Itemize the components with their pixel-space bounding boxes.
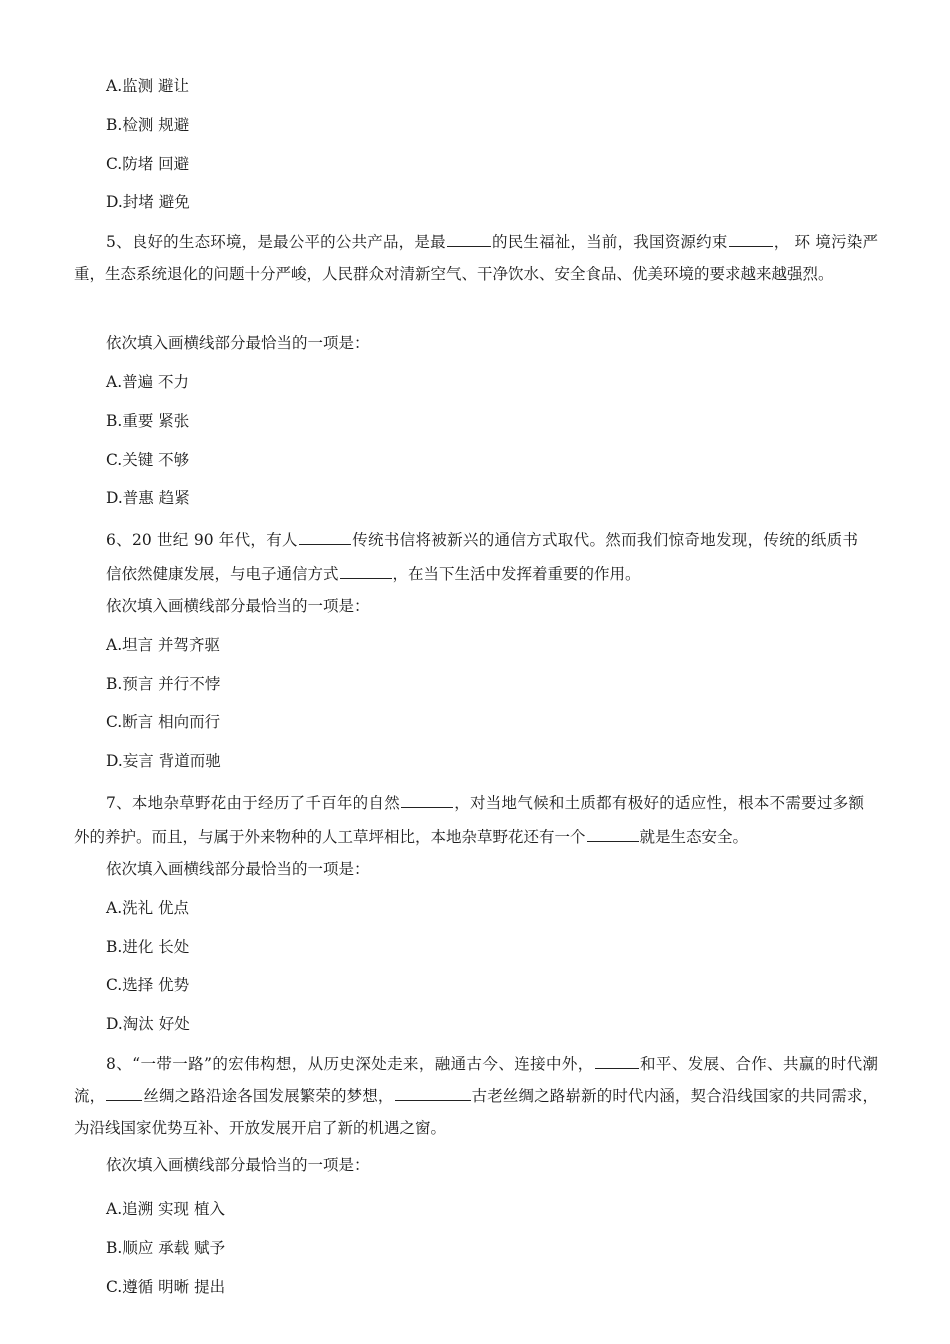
fill-blank (587, 826, 639, 842)
fill-blank (299, 529, 351, 545)
q6-option-d: D.妄言 背道而驰 (106, 752, 221, 770)
q6-stem: 6、20 世纪 90 年代，有人 传统书信将被新兴的通信方式取代。然而我们惊奇地发现，传统的纸质书信依然健康发展，与电子通信方式 ，在当下生活中发挥着重要的作用。 (106, 531, 858, 583)
q5-prompt: 依次填入画横线部分最恰当的一项是： (106, 334, 370, 352)
q4-option-d: D.封堵 避免 (106, 193, 190, 211)
fill-blank (447, 231, 491, 247)
q5-stem: 5、良好的生态环境，是最公平的公共产品，是最 的民生福祉，当前，我国资源约束 ， 环 境污染严重，生态系统退化的问题十分严峻，人民群众对清新空气、干净饮水、安全食品、优美环境的要求越来越强烈。 (74, 233, 878, 283)
q4-option-b: B.检测 规避 (106, 116, 190, 134)
q8-option-b: B.顺应 承载 赋予 (106, 1239, 226, 1257)
q7-option-a: A.洗礼 优点 (106, 899, 190, 917)
q7-stem: 7、本地杂草野花由于经历了千百年的自然 ，对当地气候和土质都有极好的适应性，根本不需要过多额外的养护。而且，与属于外来物种的人工草坪相比，本地杂草野花还有一个 就是生态安全。 (74, 794, 864, 846)
q6-option-a: A.坦言 并驾齐驱 (106, 636, 221, 654)
q7-option-b: B.进化 长处 (106, 938, 190, 956)
q5-option-c: C.关键 不够 (106, 451, 190, 469)
fill-blank (340, 563, 392, 579)
q5-option-a: A.普遍 不力 (106, 373, 190, 391)
q5-option-d: D.普惠 趋紧 (106, 489, 190, 507)
q6-prompt: 依次填入画横线部分最恰当的一项是： (106, 597, 370, 615)
fill-blank (729, 231, 773, 247)
fill-blank (106, 1085, 142, 1101)
q6-option-c: C.断言 相向而行 (106, 713, 221, 731)
fill-blank (401, 792, 453, 808)
fill-blank (595, 1053, 639, 1069)
q4-option-a: A.监测 避让 (106, 77, 190, 95)
q7-prompt: 依次填入画横线部分最恰当的一项是： (106, 860, 370, 878)
q6-option-b: B.预言 并行不悖 (106, 675, 221, 693)
q8-prompt: 依次填入画横线部分最恰当的一项是： (106, 1156, 370, 1174)
q7-option-c: C.选择 优势 (106, 976, 190, 994)
q7-option-d: D.淘汰 好处 (106, 1015, 190, 1033)
q5-option-b: B.重要 紧张 (106, 412, 190, 430)
q4-option-c: C.防堵 回避 (106, 155, 190, 173)
q8-option-c: C.遵循 明晰 提出 (106, 1278, 226, 1296)
fill-blank (395, 1085, 471, 1101)
q8-stem: 8、“一带一路”的宏伟构想，从历史深处走来，融通古今、连接中外， 和平、发展、合作、共赢的时代潮流， 丝绸之路沿途各国发展繁荣的梦想， 古老丝绸之路崭新的时代内涵，契合沿线国家的共同需求，为沿线国家优势互补、开放发展开启了新的机遇之窗。 (74, 1055, 878, 1137)
q8-option-a: A.追溯 实现 植入 (106, 1200, 225, 1218)
